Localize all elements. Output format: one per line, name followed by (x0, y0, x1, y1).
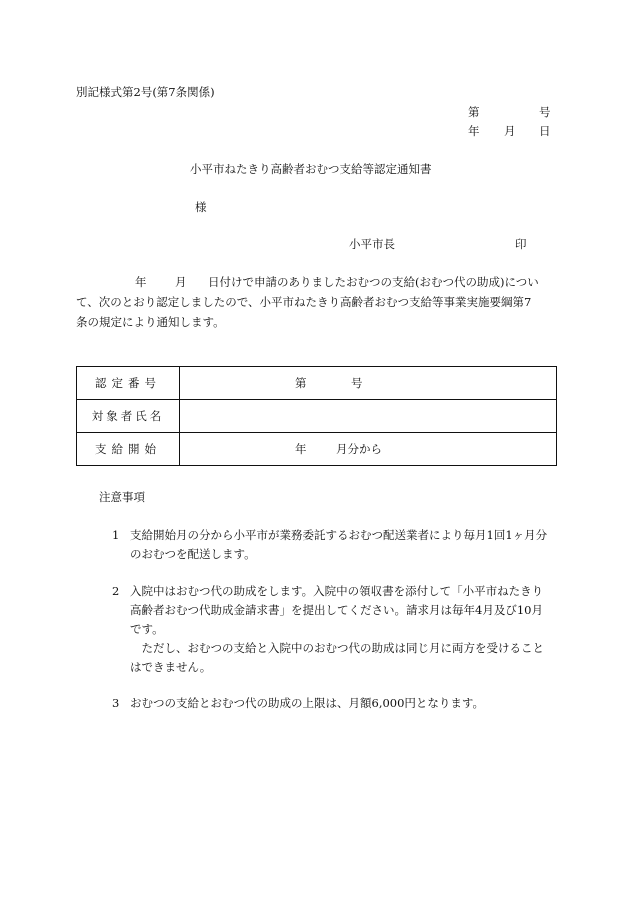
label-start-month: 支給開始 (77, 433, 180, 466)
note-number: 1 (112, 528, 120, 542)
document-title: 小平市ねたきり高齢者おむつ支給等認定通知書 (190, 162, 432, 176)
body-month: 月 (175, 275, 187, 289)
cert-number-suffix: 号 (351, 376, 363, 390)
label-cert-number: 認定番号 (77, 367, 180, 400)
cert-number-prefix: 第 (295, 376, 307, 390)
note-item-2 (112, 582, 552, 677)
date-month: 月 (504, 124, 516, 138)
value-cert-number (180, 367, 557, 400)
note-text: 入院中はおむつ代の助成をします。入院中の領収書を添付して「小平市ねたきり高齢者おむつ代助成金請求書」を提出してください。請求月は毎年4月及び10月です。 (130, 584, 544, 636)
issuer-name: 小平市長 (349, 237, 395, 251)
start-year: 年 (295, 442, 307, 456)
form-label: 別記様式第2号(第7条関係) (76, 85, 215, 99)
seal-mark: 印 (515, 237, 527, 251)
notes-heading: 注意事項 (99, 490, 145, 504)
start-month-suffix: 月分から (336, 442, 382, 456)
value-start-month (180, 433, 557, 466)
table-row (77, 433, 557, 466)
table-row (77, 367, 557, 400)
date-year: 年 (468, 124, 480, 138)
note-text: 支給開始月の分から小平市が業務委託するおむつ配送業者により毎月1回1ヶ月分のおむつを配送します。 (130, 528, 548, 561)
label-recipient-name: 対象者氏名 (77, 400, 180, 433)
number-prefix: 第 (468, 105, 480, 119)
body-line-1: 日付けで申請のありましたおむつの支給(おむつ代の助成)につい (208, 275, 539, 289)
body-line-3: 条の規定により通知します。 (76, 315, 225, 329)
value-recipient-name (180, 400, 557, 433)
note-item-3 (112, 694, 552, 713)
date-day: 日 (539, 124, 551, 138)
note-number: 3 (112, 696, 120, 710)
note-number: 2 (112, 584, 120, 598)
body-line-2: て、次のとおり認定しましたので、小平市ねたきり高齢者おむつ支給等事業実施要綱第7 (76, 295, 532, 309)
note-text: おむつの支給とおむつ代の助成の上限は、月額6,000円となります。 (130, 696, 484, 710)
table-row (77, 400, 557, 433)
certification-table (76, 366, 557, 466)
body-year: 年 (135, 275, 147, 289)
number-suffix: 号 (539, 105, 551, 119)
note-subtext: ただし、おむつの支給と入院中のおむつ代の助成は同じ月に両方を受けることはできません。 (130, 641, 544, 674)
addressee-suffix: 様 (195, 200, 207, 214)
note-item-1 (112, 526, 552, 564)
